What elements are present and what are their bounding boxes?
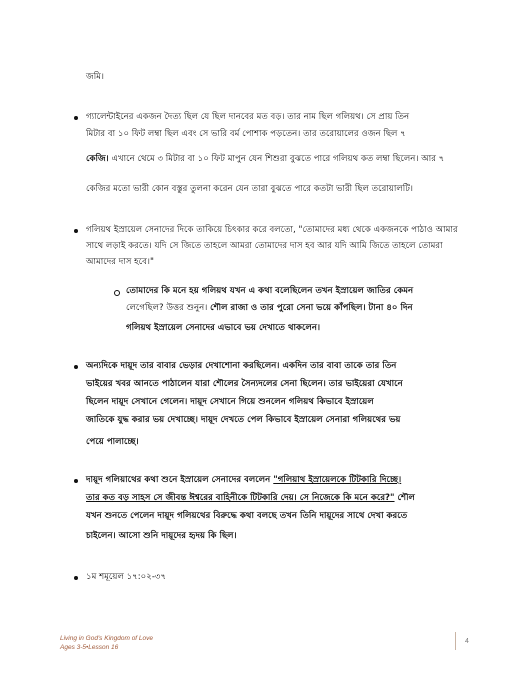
sub-bullet-icon [114,290,120,296]
plain-text: এখানে থেমে ৩ মিটার বা ১০ ফিট মাপুন যেন শিশুরা বুঝতে পারে গলিয়থ কত লম্বা ছিলেন। আর ৭ [108,154,445,164]
footer-divider [455,632,456,650]
question-line-3: গলিয়থ ইস্রায়েল সেনাদের এভাবে ভয় দেখাতে থাকলেন। [126,323,321,333]
paragraph-david-line-5: পেয়ে পালাচ্ছে। [86,437,139,447]
paragraph-david-line-3: ছিলেন দায়ূদ সেখানে গেলেন। দায়ূদ সেখানে গিয়ে শুনলেন গলিয়থ কিভাবে ইস্রায়েল [86,397,374,407]
paragraph-david-line-1: অন্যদিকে দায়ূদ তার বাবার ভেড়ার দেখাশোনা করছিলেন। একদিন তার বাবা তাকে তার তিন [86,361,397,371]
paragraph-goliath-line-3 [86,153,444,165]
plain-text: দায়ূদ গলিয়াথের কথা শুনে ইস্রায়েল সেনাদের বললেন [86,475,274,485]
footer-title: Living in God's Kingdom of Love [60,635,154,642]
paragraph-goliath-line-1: গ্যালেন্টাইনের একজন দৈত্য ছিল যে ছিল দানবের মত বড়। তার নাম ছিল গলিয়থ। সে প্রায় তিন [86,112,410,122]
paragraph-challenge-line-3: আমাদের দাস হবে।" [86,257,154,267]
bullet-icon [74,365,78,369]
paragraph-quote-line-2 [86,492,415,504]
paragraph-quote-line-3: যখন শুনতে পেলেন দায়ূদ গলিয়থের বিরুদ্ধে কথা বলছে তখন তিনি দায়ূদের সাথে দেখা করতে [86,511,408,521]
paragraph-challenge-line-1: গলিয়থ ইস্রায়েল সেনাদের দিকে তাকিয়ে চিৎকার করে বলতো, "তোমাদের মধ্য থেকে একজনকে পাঠাও আমার [86,225,458,235]
bullet-icon [74,576,78,580]
paragraph-goliath-line-4: কেজির মতো ভারী কোন বস্তুর তুলনা করেন যেন তারা বুঝতে পারে কতটা ভারী ছিল তরোয়ালটি। [86,184,413,194]
paragraph-david-line-2: ভাইয়ের খবর আনতে পাঠালেন যারা শৌলের সৈন্যদলের সেনা ছিলেন। তার ভাইয়েরা যেখানে [86,379,403,389]
paragraph-quote-line-1 [86,474,401,486]
bullet-icon [74,116,78,120]
footer-subtitle: Ages 3-5•Lesson 16 [60,644,119,651]
page-number: 4 [465,638,469,645]
bullet-icon [74,229,78,233]
underlined-quote: "গলিয়াথ ইস্রায়েলকে টিটকারি দিচ্ছে। [273,475,402,485]
bold-text: শৌল রাজা ও তার পুরো সেনা ভয়ে কাঁপছিল। টানা ৪০ দিন [210,303,413,313]
paragraph-challenge-line-2: সাথে লড়াই করতে। যদি সে জিতে তাহলে আমরা তোমাদের দাস হব আর যদি আমি জিতে তাহলে তোমরা [86,241,443,251]
question-line-2 [126,302,413,314]
question-line-1: তোমাদের কি মনে হয় গলিয়থ যখন এ কথা বলেছিলেন তখন ইস্রায়েল জাতির কেমন [126,286,414,296]
paragraph-continuation: জমি। [86,72,104,82]
paragraph-goliath-line-2: মিটার বা ১০ ফিট লম্বা ছিল এবং সে ভারি বর্ম পোশাক পড়তেন। তার তরোয়ালের ওজন ছিল ৭ [86,129,406,139]
paragraph-david-line-4: জাতিকে যুদ্ধ করার ভয় দেখাচ্ছে। দায়ূদ দেখতে পেল কিভাবে ইস্রায়েল সেনারা গলিয়থের ভয় [86,415,401,425]
plain-text: লেগেছিল? উত্তর শুনুন। [126,303,211,313]
paragraph-quote-line-4: চাইলেন। আসো শুনি দায়ূদের হৃদয় কি ছিল। [86,531,237,541]
underlined-quote: তার কত বড় সাহস সে জীবন্ত ঈশ্বরের বাহিনীকে টিটকারি দেয়। সে নিজেকে কি মনে করে?" [86,493,395,503]
bullet-icon [74,479,78,483]
plain-text: শৌল [394,493,415,503]
bold-text: কেজি। [86,154,109,164]
scripture-reference: ১ম শমূয়েল ১৭:০২-৩৭ [86,572,167,582]
